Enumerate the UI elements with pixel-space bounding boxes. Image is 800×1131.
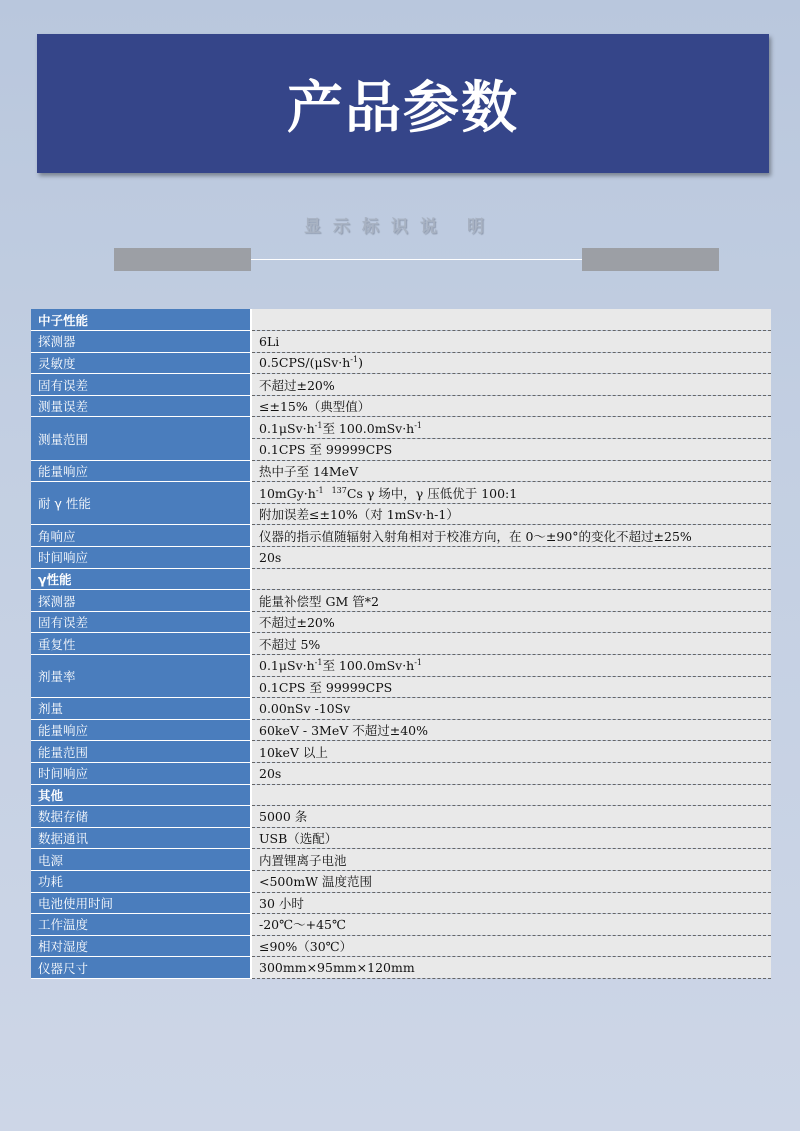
section-header-blank (251, 784, 771, 806)
value-text: 0.1μSv·h (259, 658, 315, 674)
row-value: USB（选配） (251, 827, 771, 849)
section-header-gamma: γ性能 (31, 568, 251, 590)
row-label: 测量误差 (31, 395, 251, 417)
section-header-blank (251, 309, 771, 331)
row-label: 剂量 (31, 698, 251, 720)
row-value: 6Li (251, 331, 771, 353)
table-row (31, 892, 771, 914)
row-value: 300mm×95mm×120mm (251, 957, 771, 979)
row-label: 测量范围 (31, 417, 251, 460)
row-value: 不超过 5% (251, 633, 771, 655)
value-text: 至 100.0mSv·h (322, 658, 415, 674)
table-row (31, 482, 771, 504)
row-label: 仪器尺寸 (31, 957, 251, 979)
row-label: 剂量率 (31, 655, 251, 698)
table-row (31, 309, 771, 331)
row-value: 5000 条 (251, 806, 771, 828)
value-text: 0.1μSv·h (259, 420, 315, 436)
divider-left-block (114, 248, 251, 271)
divider-right-block (582, 248, 719, 271)
row-value: 热中子至 14MeV (251, 460, 771, 482)
row-label: 电源 (31, 849, 251, 871)
row-value: 0.1CPS 至 99999CPS (251, 676, 771, 698)
row-value: 内置锂离子电池 (251, 849, 771, 871)
row-label: 时间响应 (31, 547, 251, 569)
row-label: 数据存储 (31, 806, 251, 828)
table-row (31, 633, 771, 655)
row-label: 灵敏度 (31, 352, 251, 374)
superscript: 137 (331, 485, 347, 495)
table-row (31, 374, 771, 396)
value-text: Cs γ 场中，γ 压低优于 100:1 (346, 485, 518, 501)
row-value: 不超过±20% (251, 611, 771, 633)
row-label: 探测器 (31, 590, 251, 612)
row-value: 0.1CPS 至 99999CPS (251, 439, 771, 461)
row-value: 10keV 以上 (251, 741, 771, 763)
superscript: -1 (414, 420, 423, 430)
row-label: 重复性 (31, 633, 251, 655)
spec-table (31, 309, 771, 979)
value-text: ) (358, 355, 363, 371)
page-title: 产品参数 (287, 75, 519, 141)
superscript: -1 (314, 420, 323, 430)
row-value: 不超过±20% (251, 374, 771, 396)
row-value: 60keV - 3MeV 不超过±40% (251, 719, 771, 741)
section-header-other: 其他 (31, 784, 251, 806)
row-label: 角响应 (31, 525, 251, 547)
table-row (31, 698, 771, 720)
table-row (31, 568, 771, 590)
value-text: 至 100.0mSv·h (322, 420, 415, 436)
table-row (31, 784, 771, 806)
row-value: 20s (251, 547, 771, 569)
table-row (31, 849, 771, 871)
table-row (31, 460, 771, 482)
row-label: 固有误差 (31, 374, 251, 396)
table-row (31, 741, 771, 763)
table-row (31, 655, 771, 677)
row-label: 功耗 (31, 870, 251, 892)
row-label: 工作温度 (31, 914, 251, 936)
row-label: 时间响应 (31, 762, 251, 784)
table-row (31, 870, 771, 892)
superscript: -1 (315, 485, 324, 495)
row-value (251, 417, 771, 439)
row-label: 相对湿度 (31, 935, 251, 957)
superscript: -1 (414, 658, 423, 668)
table-row (31, 957, 771, 979)
row-label: 固有误差 (31, 611, 251, 633)
table-row (31, 417, 771, 439)
value-text: 0.5CPS/(μSv·h (259, 355, 351, 371)
row-value: 能量补偿型 GM 管*2 (251, 590, 771, 612)
row-label: 耐 γ 性能 (31, 482, 251, 525)
section-subtitle: 显示标识说 明 (304, 217, 496, 237)
row-value: 附加误差≤±10%（对 1mSv·h-1） (251, 503, 771, 525)
row-label: 探测器 (31, 331, 251, 353)
section-header-neutron: 中子性能 (31, 309, 251, 331)
table-row (31, 719, 771, 741)
table-row (31, 806, 771, 828)
table-row (31, 331, 771, 353)
table-row (31, 525, 771, 547)
divider-line (251, 259, 582, 260)
row-label: 能量响应 (31, 460, 251, 482)
title-banner (37, 34, 769, 173)
row-value: 30 小时 (251, 892, 771, 914)
section-header-blank (251, 568, 771, 590)
row-value: ≤±15%（典型值） (251, 395, 771, 417)
row-label: 能量范围 (31, 741, 251, 763)
table-row (31, 914, 771, 936)
row-label: 数据通讯 (31, 827, 251, 849)
row-value: ≤90%（30℃） (251, 935, 771, 957)
row-value (251, 655, 771, 677)
table-row (31, 935, 771, 957)
row-value: 0.00nSv -10Sv (251, 698, 771, 720)
superscript: -1 (314, 658, 323, 668)
row-label: 电池使用时间 (31, 892, 251, 914)
row-label: 能量响应 (31, 719, 251, 741)
value-text: 10mGy·h (259, 485, 316, 501)
row-value: -20℃～+45℃ (251, 914, 771, 936)
row-value (251, 352, 771, 374)
superscript: -1 (350, 355, 359, 365)
table-row (31, 352, 771, 374)
row-value: 20s (251, 762, 771, 784)
table-row (31, 611, 771, 633)
table-row (31, 547, 771, 569)
table-row (31, 590, 771, 612)
table-row (31, 762, 771, 784)
row-value: <500mW 温度范围 (251, 870, 771, 892)
table-row (31, 827, 771, 849)
table-row (31, 395, 771, 417)
row-value: 仪器的指示值随辐射入射角相对于校准方向，在 0～±90°的变化不超过±25% (251, 525, 771, 547)
row-value (251, 482, 771, 504)
